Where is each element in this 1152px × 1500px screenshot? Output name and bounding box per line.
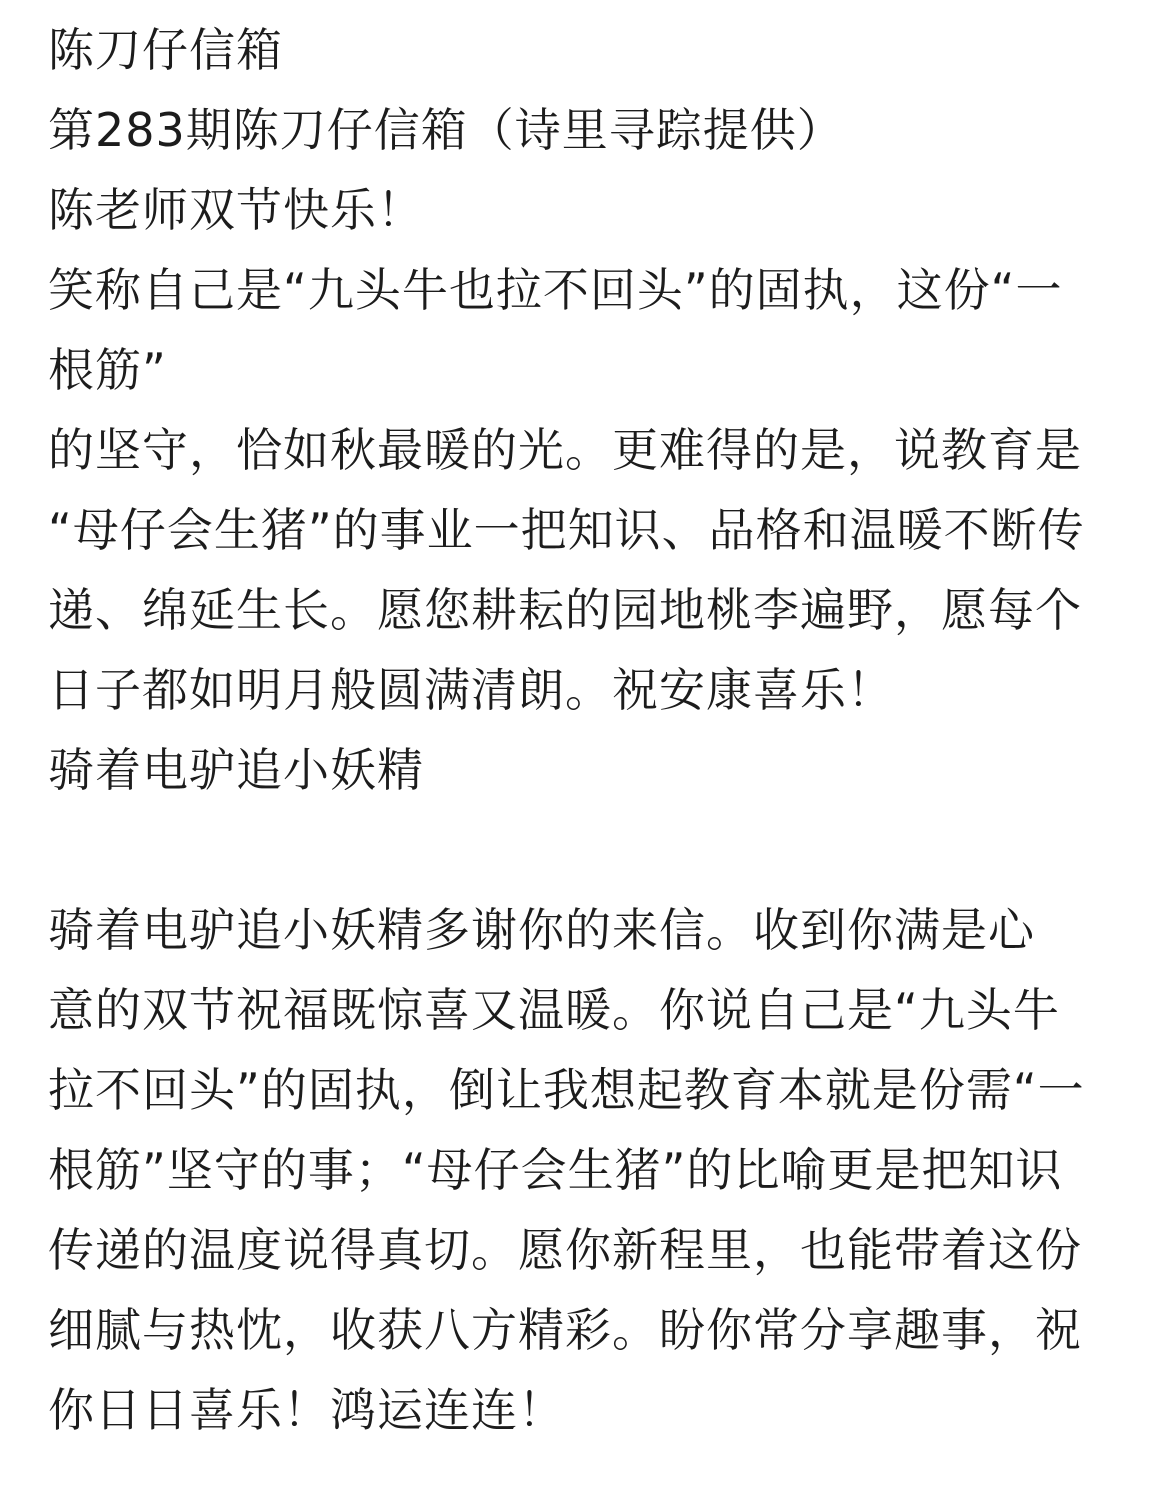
reply-body — [48, 890, 1118, 1450]
reply-line: 根筋”坚守的事；“母仔会生猪”的比喻更是把知识 — [48, 1143, 1063, 1197]
reply-line: 骑着电驴追小妖精多谢你的来信。收到你满是心 — [48, 903, 1035, 957]
reply-line: 意的双节祝福既惊喜又温暖。你说自己是“九头牛 — [48, 983, 1060, 1037]
letter-line: 陈老师双节快乐！ — [48, 183, 424, 237]
issue-heading: 第283期陈刀仔信箱（诗里寻踪提供） — [48, 103, 844, 157]
letter-line: 根筋” — [48, 343, 167, 397]
reply-line: 细腻与热忱，收获八方精彩。盼你常分享趣事，祝 — [48, 1303, 1082, 1357]
letter-line: 的坚守，恰如秋最暖的光。更难得的是，说教育是 — [48, 423, 1082, 477]
letter-signature: 骑着电驴追小妖精 — [48, 743, 424, 797]
paragraph-gap — [48, 810, 1118, 890]
letter-line: 笑称自己是“九头牛也拉不回头”的固执，这份“一 — [48, 263, 1063, 317]
reply-line: 拉不回头”的固执，倒让我想起教育本就是份需“一 — [48, 1063, 1085, 1117]
reply-line: 你日日喜乐！鸿运连连！ — [48, 1383, 565, 1437]
letter-line: “母仔会生猪”的事业一把知识、品格和温暖不断传 — [48, 503, 1085, 557]
post-title: 陈刀仔信箱 — [48, 23, 283, 77]
letter-line: 日子都如明月般圆满清朗。祝安康喜乐！ — [48, 663, 894, 717]
letter-body — [48, 170, 1118, 730]
letter-line: 递、绵延生长。愿您耕耘的园地桃李遍野，愿每个 — [48, 583, 1082, 637]
mailbox-post — [48, 10, 1118, 1450]
reply-line: 传递的温度说得真切。愿你新程里，也能带着这份 — [48, 1223, 1082, 1277]
